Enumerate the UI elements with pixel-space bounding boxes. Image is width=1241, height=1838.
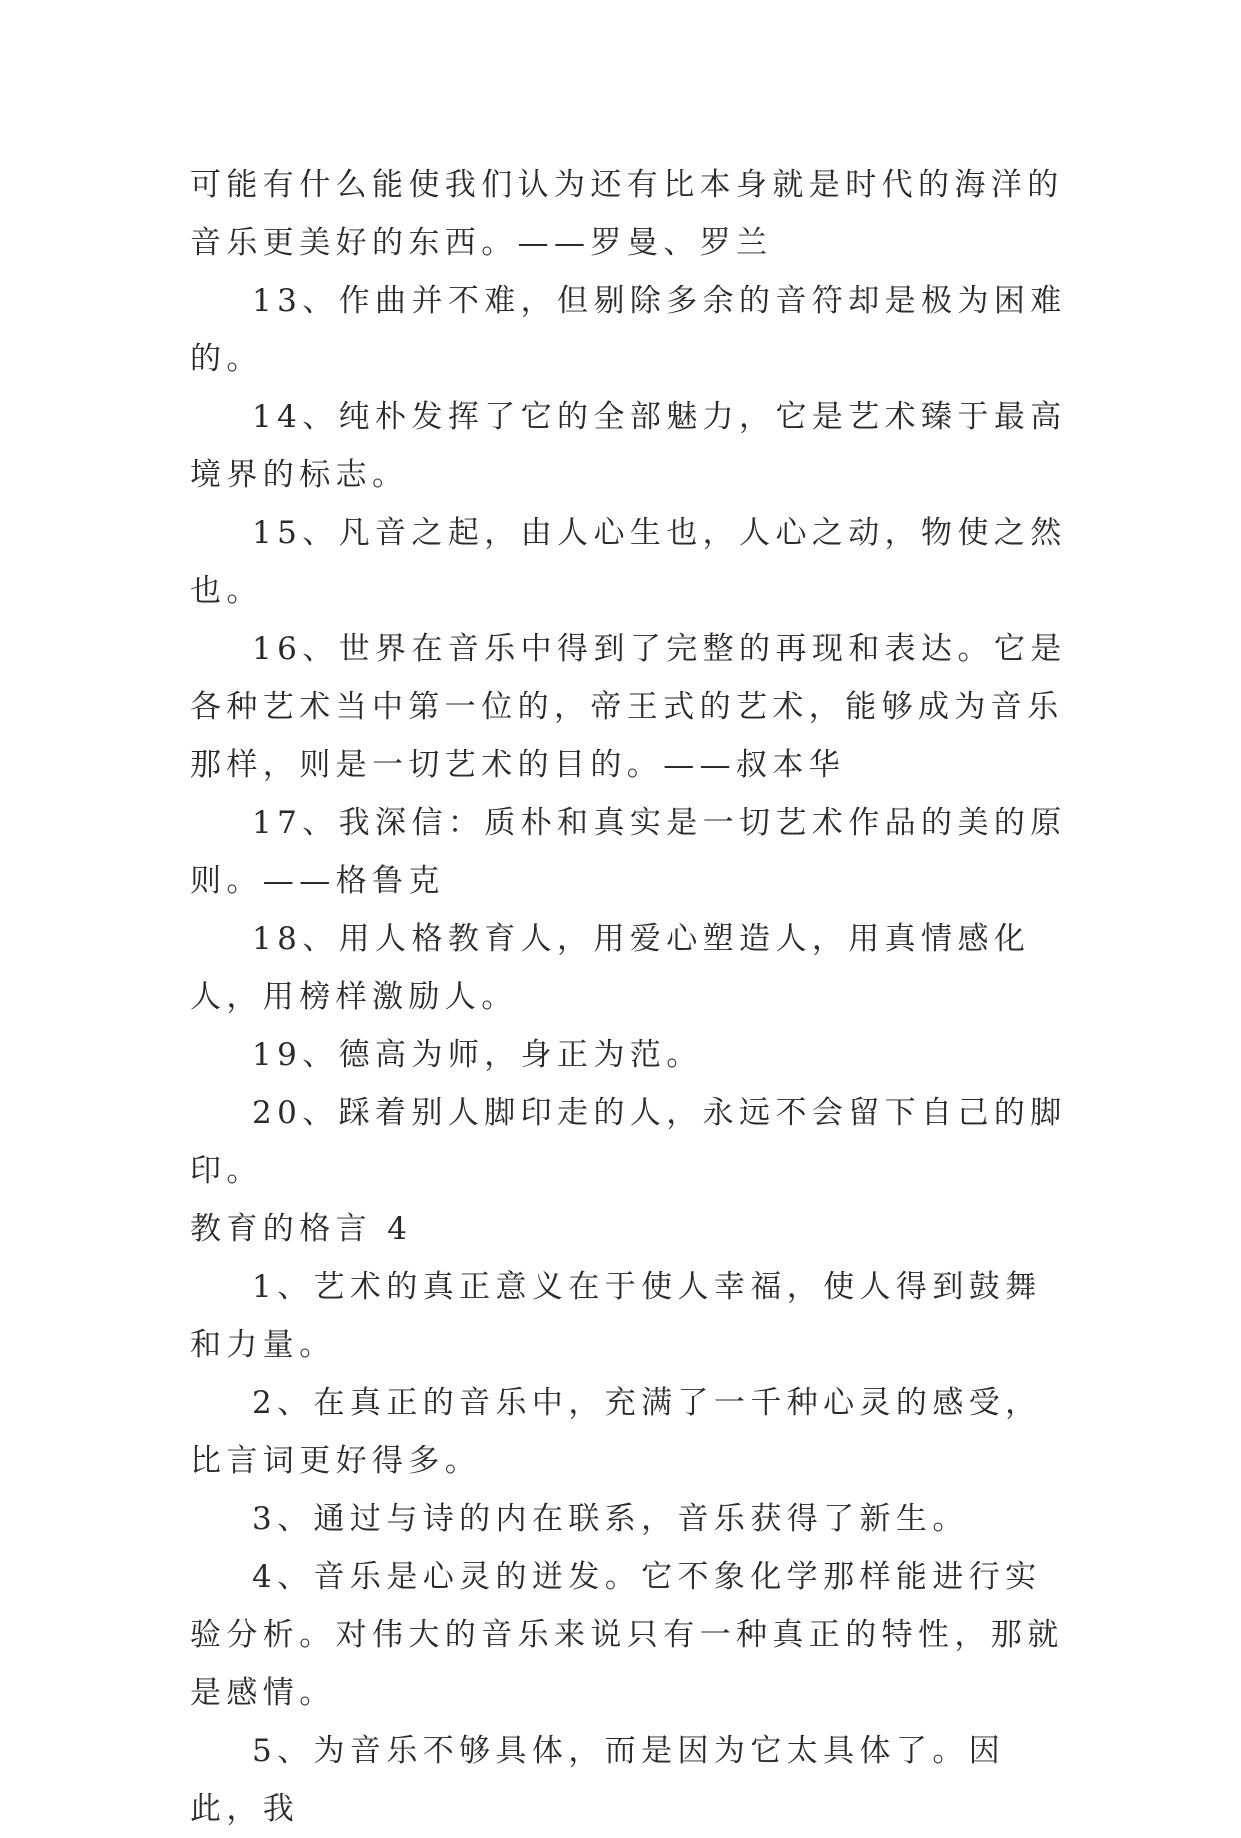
paragraph-section-quote-4: 4、音乐是心灵的迸发。它不象化学那样能进行实验分析。对伟大的音乐来说只有一种真正的特性，那就是感情。 [190,1559,1064,1711]
paragraph-quote-19: 19、德高为师，身正为范。 [252,1037,703,1073]
paragraph-quote-15: 15、凡音之起，由人心生也，人心之动，物使之然也。 [190,515,1067,609]
paragraph-quote-14: 14、纯朴发挥了它的全部魅力，它是艺术臻于最高境界的标志。 [190,399,1067,493]
document-body [190,156,1070,1838]
paragraph-quote-16: 16、世界在音乐中得到了完整的再现和表达。它是各种艺术当中第一位的，帝王式的艺术，能够成为音乐那样，则是一切艺术的目的。——叔本华 [190,631,1067,783]
paragraph-section-quote-5: 5、为音乐不够具体，而是因为它太具体了。因此，我 [190,1733,1006,1827]
paragraph-section-quote-3: 3、通过与诗的内在联系，音乐获得了新生。 [252,1501,969,1537]
paragraph-quote-continuation: 可能有什么能使我们认为还有比本身就是时代的海洋的音乐更美好的东西。——罗曼、罗兰 [190,167,1064,261]
paragraph-section-quote-2: 2、在真正的音乐中，充满了一千种心灵的感受，比言词更好得多。 [190,1385,1042,1479]
paragraph-section-quote-1: 1、艺术的真正意义在于使人幸福，使人得到鼓舞和力量。 [190,1269,1042,1363]
paragraph-quote-13: 13、作曲并不难，但剔除多余的音符却是极为困难的。 [190,283,1067,377]
paragraph-quote-17: 17、我深信：质朴和真实是一切艺术作品的美的原则。——格鲁克 [190,805,1067,899]
section-heading: 教育的格言 4 [190,1211,413,1247]
paragraph-quote-20: 20、踩着别人脚印走的人，永远不会留下自己的脚印。 [190,1095,1067,1189]
paragraph-quote-18: 18、用人格教育人，用爱心塑造人，用真情感化人，用榜样激励人。 [190,921,1031,1015]
